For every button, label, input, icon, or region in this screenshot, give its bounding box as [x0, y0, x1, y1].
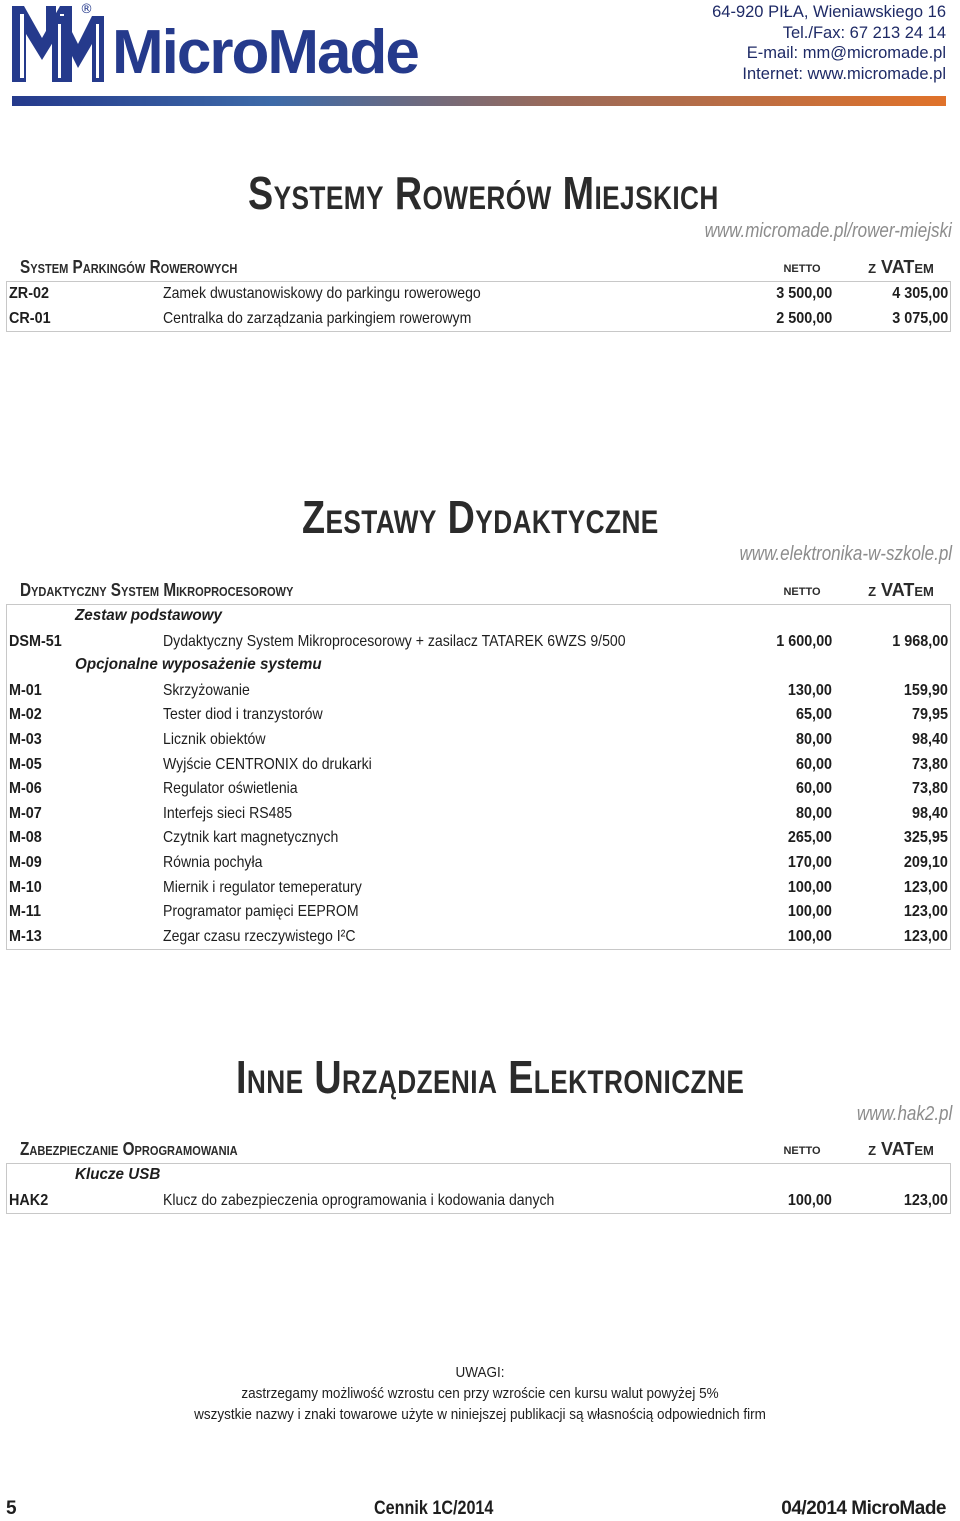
price-vat: 123,00 [903, 878, 948, 896]
price-netto: 100,00 [787, 927, 832, 945]
product-description: Wyjście CENTRONIX do drukarki [163, 755, 372, 773]
table-row [7, 703, 950, 728]
column-vat: z VATem [868, 580, 934, 600]
price-vat: 3 075,00 [891, 309, 948, 327]
table-header [20, 255, 938, 281]
product-code: M-02 [9, 706, 42, 724]
product-description: Skrzyżowanie [163, 681, 250, 699]
table-row [7, 753, 950, 778]
table-row [7, 925, 950, 950]
price-vat: 98,40 [911, 804, 948, 822]
price-vat: 123,00 [903, 1191, 948, 1209]
product-description: Dydaktyczny System Mikroprocesorowy + zasilacz TATAREK 6WZS 9/500 [163, 632, 626, 650]
table-row [7, 679, 950, 704]
price-netto: 60,00 [795, 780, 832, 798]
price-netto: 100,00 [787, 878, 832, 896]
section-title: Systemy Rowerów Miejskich [248, 167, 719, 219]
price-netto: 265,00 [787, 829, 832, 847]
column-vat: z VATem [868, 1139, 934, 1159]
contact-phone: Tel./Fax: 67 213 24 14 [782, 23, 946, 42]
section-title: Inne Urządzenia Elektroniczne [236, 1051, 745, 1103]
section-link[interactable]: www.hak2.pl [856, 1103, 952, 1125]
column-netto: netto [783, 582, 821, 599]
table-row [7, 876, 950, 901]
price-table [6, 281, 951, 332]
price-vat: 325,95 [903, 829, 948, 847]
product-description: Klucz do zabezpieczenia oprogramowania i kodowania danych [163, 1191, 555, 1209]
table-row [7, 1189, 950, 1214]
table-subtitle: Opcjonalne wyposażenie systemu [75, 656, 322, 674]
table-title: Zabezpieczanie Oprogramowania [20, 1139, 238, 1159]
notes-line: zastrzegamy możliwość wzrostu cen przy wzroście cen kursu walut powyżej 5% [241, 1385, 719, 1402]
product-code: HAK2 [9, 1191, 49, 1209]
price-table [6, 604, 951, 950]
contact-website: Internet: www.micromade.pl [742, 64, 946, 83]
table-subtitle-row [7, 1164, 950, 1189]
table-row [7, 777, 950, 802]
product-description: Programator pamięci EEPROM [163, 903, 359, 921]
product-code: M-03 [9, 730, 42, 748]
product-description: Interfejs sieci RS485 [163, 804, 293, 822]
price-netto: 170,00 [787, 853, 832, 871]
product-code: M-13 [9, 927, 42, 945]
product-code: M-10 [9, 878, 42, 896]
registered-mark: ® [80, 2, 93, 17]
product-code: ZR-02 [9, 285, 50, 302]
table-subtitle-row [7, 605, 950, 630]
table-header [20, 578, 938, 604]
price-netto: 100,00 [787, 903, 832, 921]
column-vat: z VATem [868, 257, 934, 277]
notes-heading: UWAGI: [455, 1364, 505, 1381]
price-netto: 80,00 [795, 804, 832, 822]
contact-email: E-mail: mm@micromade.pl [746, 44, 946, 63]
column-netto: netto [783, 1141, 821, 1158]
table-header [20, 1137, 938, 1163]
price-vat: 4 305,00 [891, 285, 948, 302]
price-vat: 1 968,00 [891, 632, 948, 650]
table-row [7, 630, 950, 655]
table-row [7, 851, 950, 876]
product-code: M-06 [9, 780, 42, 798]
price-netto: 80,00 [795, 730, 832, 748]
product-description: Miernik i regulator temeperatury [163, 878, 362, 896]
table-title: Dydaktyczny System Mikroprocesorowy [20, 580, 294, 600]
table-subtitle: Klucze USB [75, 1166, 161, 1183]
price-vat: 123,00 [903, 927, 948, 945]
edition-label: 04/2014 MicroMade [781, 1498, 946, 1519]
price-vat: 79,95 [911, 706, 948, 724]
price-netto: 65,00 [795, 706, 832, 724]
price-netto: 2 500,00 [775, 309, 832, 327]
page-footer [0, 1496, 960, 1521]
section-title: Zestawy Dydaktyczne [302, 491, 659, 543]
table-row [7, 826, 950, 851]
brand-name: MicroMade [112, 18, 418, 87]
price-table [6, 1163, 951, 1214]
price-netto: 3 500,00 [775, 285, 832, 302]
price-vat: 73,80 [911, 755, 948, 773]
price-vat: 209,10 [903, 853, 948, 871]
product-code: M-09 [9, 853, 42, 871]
notes-block [0, 1362, 960, 1425]
section-link[interactable]: www.elektronika-w-szkole.pl [739, 543, 952, 565]
micromade-logo [12, 4, 112, 84]
price-netto: 130,00 [787, 681, 832, 699]
price-netto: 60,00 [795, 755, 832, 773]
notes-line: wszystkie nazwy i znaki towarowe użyte w niniejszej publikacji są własnością odpowiednich firm [194, 1406, 766, 1423]
contact-block [712, 2, 946, 84]
product-description: Licznik obiektów [163, 730, 266, 748]
product-description: Regulator oświetlenia [163, 780, 298, 798]
section-link[interactable]: www.micromade.pl/rower-miejski [704, 220, 952, 242]
table-title: System Parkingów Rowerowych [20, 257, 238, 277]
price-vat: 73,80 [911, 780, 948, 798]
table-row [7, 307, 950, 332]
contact-address: 64-920 PIŁA, Wieniawskiego 16 [712, 3, 946, 21]
price-vat: 159,90 [903, 681, 948, 699]
product-code: M-11 [9, 903, 42, 921]
product-description: Zegar czasu rzeczywistego I²C [163, 927, 356, 945]
page-number: 5 [6, 1498, 17, 1519]
catalog-name: Cennik 1C/2014 [374, 1498, 494, 1519]
product-code: CR-01 [9, 309, 51, 327]
header-stripe [12, 96, 946, 106]
table-subtitle: Zestaw podstawowy [75, 607, 222, 624]
table-row [7, 282, 950, 307]
price-netto: 1 600,00 [775, 632, 832, 650]
product-code: M-07 [9, 804, 42, 822]
product-description: Tester diod i tranzystorów [163, 706, 323, 724]
table-subtitle-row [7, 654, 950, 679]
product-description: Równia pochyła [163, 853, 263, 871]
product-description: Zamek dwustanowiskowy do parkingu rowerowego [163, 285, 481, 302]
column-netto: netto [783, 259, 821, 276]
price-netto: 100,00 [787, 1191, 832, 1209]
product-code: M-01 [9, 681, 42, 699]
product-code: M-05 [9, 755, 42, 773]
product-description: Czytnik kart magnetycznych [163, 829, 339, 847]
price-vat: 98,40 [911, 730, 948, 748]
product-code: DSM-51 [9, 632, 62, 650]
product-description: Centralka do zarządzania parkingiem rowerowym [163, 309, 472, 327]
table-row [7, 728, 950, 753]
table-row [7, 900, 950, 925]
product-code: M-08 [9, 829, 42, 847]
price-vat: 123,00 [903, 903, 948, 921]
table-row [7, 802, 950, 827]
